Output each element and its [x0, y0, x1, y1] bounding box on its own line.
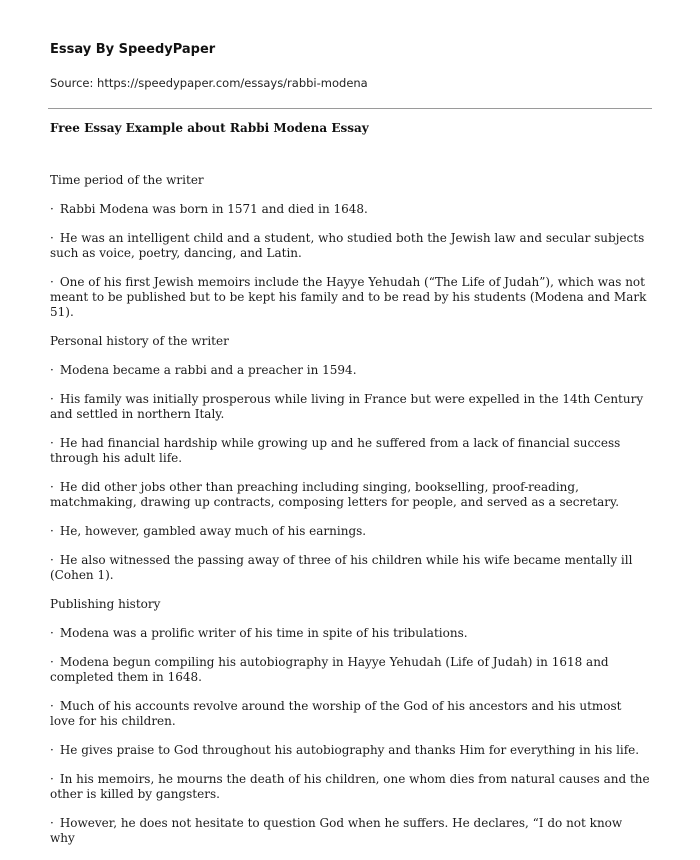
- list-item: [50, 436, 650, 466]
- list-item: [50, 275, 650, 320]
- list-item: [50, 816, 650, 846]
- bullet-icon: ·: [50, 231, 54, 245]
- bullet-icon: ·: [50, 626, 54, 640]
- essay-body: [50, 173, 650, 860]
- list-item: [50, 626, 650, 641]
- list-item-text: He gives praise to God throughout his autobiography and thanks Him for everything in his life.: [59, 743, 640, 757]
- essay-title: Free Essay Example about Rabbi Modena Essay: [50, 121, 369, 135]
- list-item: [50, 480, 650, 510]
- list-item: [50, 363, 650, 378]
- brand-title: Essay By SpeedyPaper: [50, 42, 216, 57]
- bullet-icon: ·: [50, 553, 54, 567]
- list-item-text: Much of his accounts revolve around the worship of the God of his ancestors and his utmost love for his children.: [50, 699, 622, 728]
- bullet-icon: ·: [50, 772, 54, 786]
- bullet-icon: ·: [50, 436, 54, 450]
- list-item-text: Modena became a rabbi and a preacher in 1594.: [59, 363, 357, 377]
- list-item: [50, 772, 650, 802]
- list-item: [50, 231, 650, 261]
- bullet-icon: ·: [50, 655, 54, 669]
- header-divider: [48, 108, 652, 109]
- bullet-icon: ·: [50, 816, 54, 830]
- list-item-text: He was an intelligent child and a student, who studied both the Jewish law and secular subjects such as voice, poetry, dancing, and Latin.: [50, 231, 645, 260]
- section-heading-time-period: Time period of the writer: [50, 173, 204, 187]
- bullet-icon: ·: [50, 363, 54, 377]
- list-item: [50, 202, 650, 217]
- bullet-icon: ·: [50, 275, 54, 289]
- list-item: [50, 743, 650, 758]
- list-item: [50, 524, 650, 539]
- list-item-text: His family was initially prosperous while living in France but were expelled in the 14th Century and settled in northern Italy.: [50, 392, 644, 421]
- list-item: [50, 655, 650, 685]
- bullet-icon: ·: [50, 743, 54, 757]
- list-item-text: Rabbi Modena was born in 1571 and died in 1648.: [59, 202, 368, 216]
- section-heading-publishing-history: Publishing history: [50, 597, 161, 611]
- list-item-text: Modena begun compiling his autobiography in Hayye Yehudah (Life of Judah) in 1618 and completed them in 1648.: [50, 655, 609, 684]
- bullet-icon: ·: [50, 202, 54, 216]
- list-item: [50, 699, 650, 729]
- list-item-text: He also witnessed the passing away of three of his children while his wife became mentally ill (Cohen 1).: [50, 553, 633, 582]
- bullet-icon: ·: [50, 524, 54, 538]
- bullet-icon: ·: [50, 392, 54, 406]
- list-item-text: He, however, gambled away much of his earnings.: [59, 524, 367, 538]
- list-item: [50, 553, 650, 583]
- list-item-text: He had financial hardship while growing up and he suffered from a lack of financial success through his adult life.: [50, 436, 621, 465]
- list-item-text: However, he does not hesitate to question God when he suffers. He declares, “I do not know why: [50, 816, 623, 845]
- list-item: [50, 392, 650, 422]
- list-item-text: Modena was a prolific writer of his time in spite of his tribulations.: [59, 626, 468, 640]
- list-item-text: One of his first Jewish memoirs include the Hayye Yehudah (“The Life of Judah”), which was not meant to be published but to be kept his family and to be read by his students (Modena and Mark 51).: [50, 275, 647, 319]
- list-item-text: He did other jobs other than preaching including singing, bookselling, proof-reading, matchmaking, drawing up contracts, composing letters for people, and served as a secretary.: [50, 480, 620, 509]
- section-heading-personal-history: Personal history of the writer: [50, 334, 229, 348]
- list-item-text: In his memoirs, he mourns the death of his children, one whom dies from natural causes and the other is killed by gangsters.: [50, 772, 650, 801]
- bullet-icon: ·: [50, 480, 54, 494]
- source-line: Source: https://speedypaper.com/essays/rabbi-modena: [50, 76, 368, 90]
- bullet-icon: ·: [50, 699, 54, 713]
